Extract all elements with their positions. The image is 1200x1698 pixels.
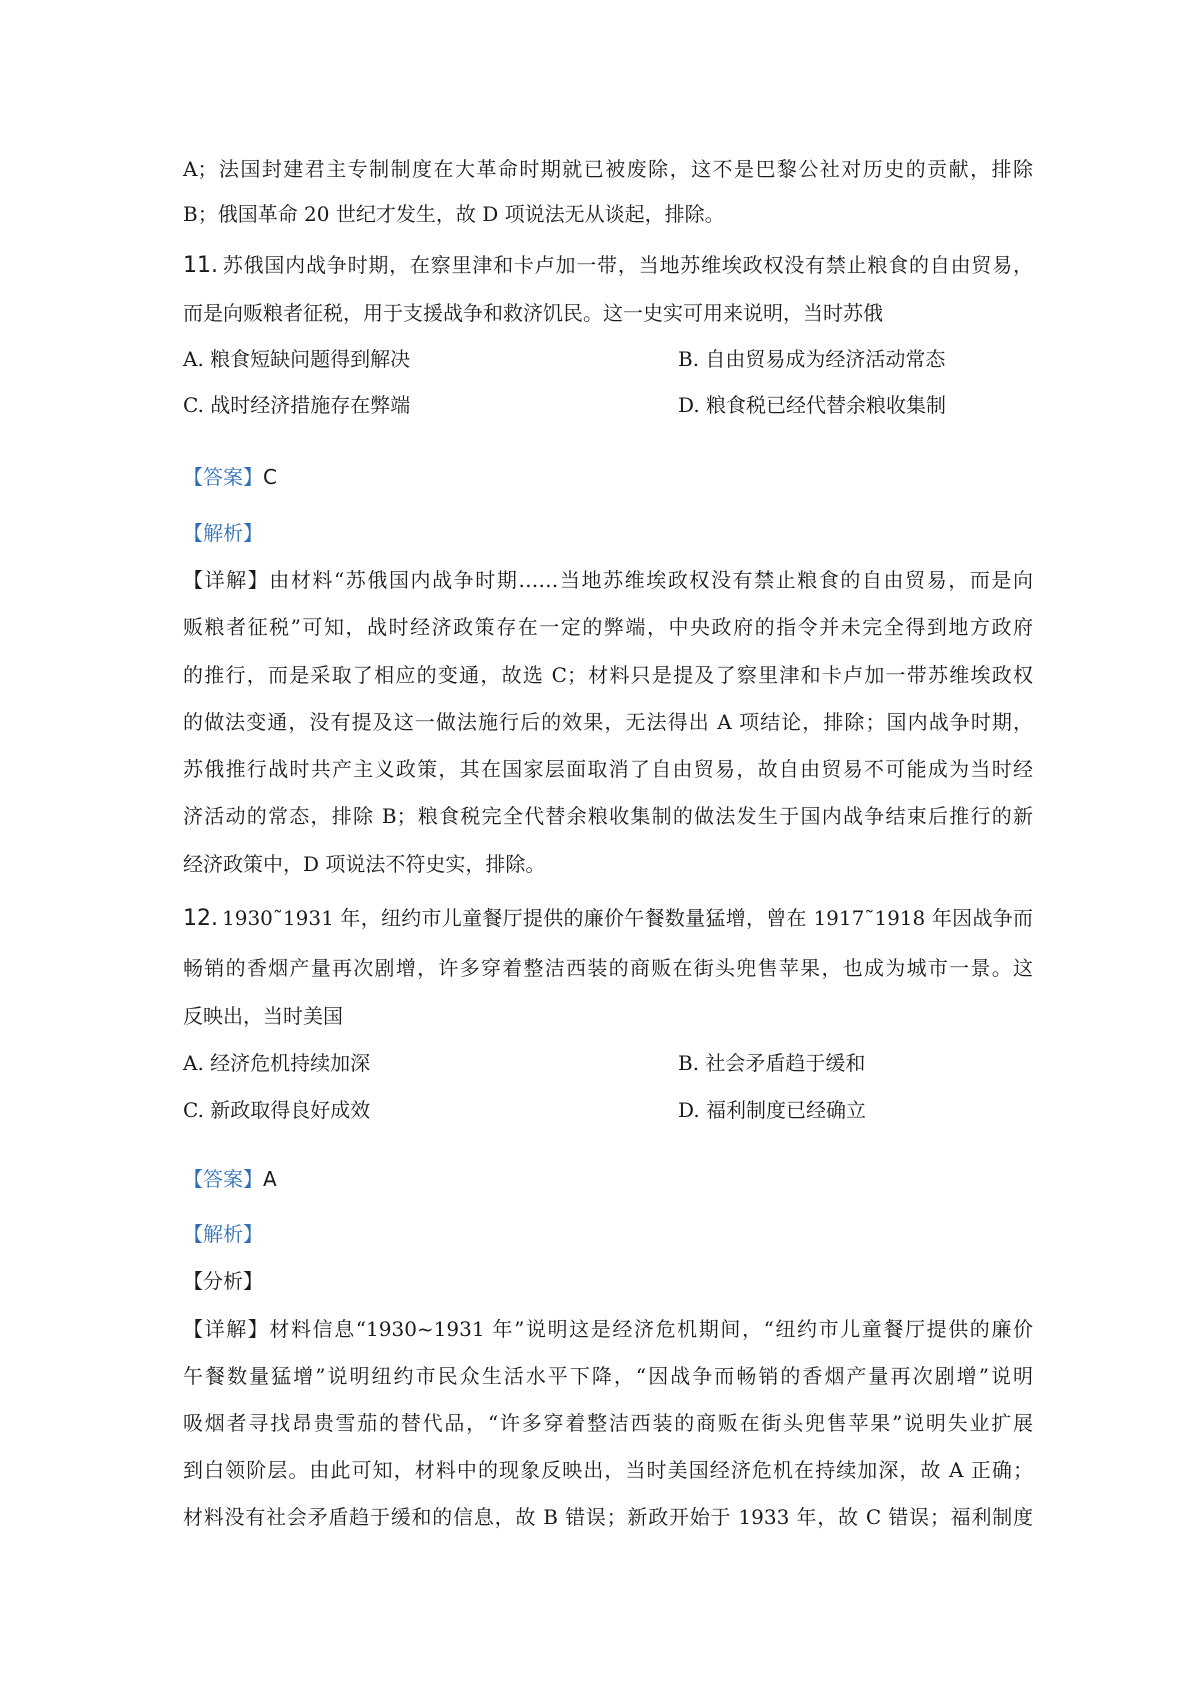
q12-number: 12.	[183, 906, 218, 931]
q11-stem-text-1: 苏俄国内战争时期，在察里津和卡卢加一带，当地苏维埃政权没有禁止粮食的自由贸易，	[222, 253, 1033, 277]
q11-detail-line-3: 的推行，而是采取了相应的变通，故选 C；材料只是提及了察里津和卡卢加一带苏维埃政权	[183, 663, 1033, 687]
q12-answer	[183, 1165, 277, 1193]
q11-detail-line-7: 经济政策中，D 项说法不符史实，排除。	[183, 852, 546, 876]
q11-stem-line-2: 而是向贩粮者征税，用于支援战争和救济饥民。这一史实可用来说明，当时苏俄	[183, 301, 883, 325]
q12-detail-line-5: 材料没有社会矛盾趋于缓和的信息，故 B 错误；新政开始于 1933 年，故 C 错误；福利制度	[183, 1505, 1033, 1529]
prev-analysis-line-1: A；法国封建君主专制制度在大革命时期就已被废除，这不是巴黎公社对历史的贡献，排除	[183, 157, 1033, 181]
q12-option-d: D. 福利制度已经确立	[678, 1098, 867, 1122]
q11-detail-line-5: 苏俄推行战时共产主义政策，其在国家层面取消了自由贸易，故自由贸易不可能成为当时经	[183, 757, 1033, 781]
q12-detail-line-2: 午餐数量猛增”说明纽约市民众生活水平下降，“因战争而畅销的香烟产量再次剧增”说明	[183, 1364, 1033, 1388]
q12-analysis-label: 【解析】	[183, 1222, 263, 1246]
q11-number: 11.	[183, 253, 218, 278]
q11-option-c: C. 战时经济措施存在弊端	[183, 393, 411, 417]
q11-detail-line-6: 济活动的常态，排除 B；粮食税完全代替余粮收集制的做法发生于国内战争结束后推行的新	[183, 804, 1033, 828]
q12-stem-line-1	[183, 904, 1033, 933]
q12-stem-text-1: 1930˜1931 年，纽约市儿童餐厅提供的廉价午餐数量猛增，曾在 1917˜1918 年因战争而	[222, 906, 1033, 930]
prev-analysis-line-2: B；俄国革命 20 世纪才发生，故 D 项说法无从谈起，排除。	[183, 202, 725, 226]
q12-option-a: A. 经济危机持续加深	[183, 1051, 371, 1075]
q11-answer	[183, 463, 277, 491]
q12-detail-line-3: 吸烟者寻找昂贵雪茄的替代品，“许多穿着整洁西装的商贩在街头兜售苹果”说明失业扩展	[183, 1411, 1033, 1435]
q11-answer-label: 【答案】	[183, 465, 263, 489]
q11-option-d: D. 粮食税已经代替余粮收集制	[678, 393, 947, 417]
q12-answer-value: A	[263, 1167, 277, 1191]
q12-answer-label: 【答案】	[183, 1167, 263, 1191]
q11-option-a: A. 粮食短缺问题得到解决	[183, 347, 411, 371]
q12-stem-line-3: 反映出，当时美国	[183, 1004, 343, 1028]
q12-fenxi-label: 【分析】	[183, 1269, 263, 1293]
q12-detail-line-4: 到白领阶层。由此可知，材料中的现象反映出，当时美国经济危机在持续加深，故 A 正确；	[183, 1458, 1033, 1482]
q11-detail-line-2: 贩粮者征税”可知，战时经济政策存在一定的弊端，中央政府的指令并未完全得到地方政府	[183, 615, 1033, 639]
q11-detail-line-1: 【详解】由材料“苏俄国内战争时期……当地苏维埃政权没有禁止粮食的自由贸易，而是向	[183, 568, 1033, 592]
q11-option-b: B. 自由贸易成为经济活动常态	[678, 347, 946, 371]
q11-detail-line-4: 的做法变通，没有提及这一做法施行后的效果，无法得出 A 项结论，排除；国内战争时期，	[183, 710, 1033, 734]
q11-stem-line-1	[183, 251, 1033, 280]
q12-stem-line-2: 畅销的香烟产量再次剧增，许多穿着整洁西装的商贩在街头兜售苹果，也成为城市一景。这	[183, 956, 1033, 980]
q11-analysis-label: 【解析】	[183, 521, 263, 545]
q12-option-b: B. 社会矛盾趋于缓和	[678, 1051, 866, 1075]
q11-answer-value: C	[263, 465, 277, 489]
q12-option-c: C. 新政取得良好成效	[183, 1098, 371, 1122]
q12-detail-line-1: 【详解】材料信息“1930~1931 年”说明这是经济危机期间，“纽约市儿童餐厅提供的廉价	[183, 1317, 1033, 1341]
